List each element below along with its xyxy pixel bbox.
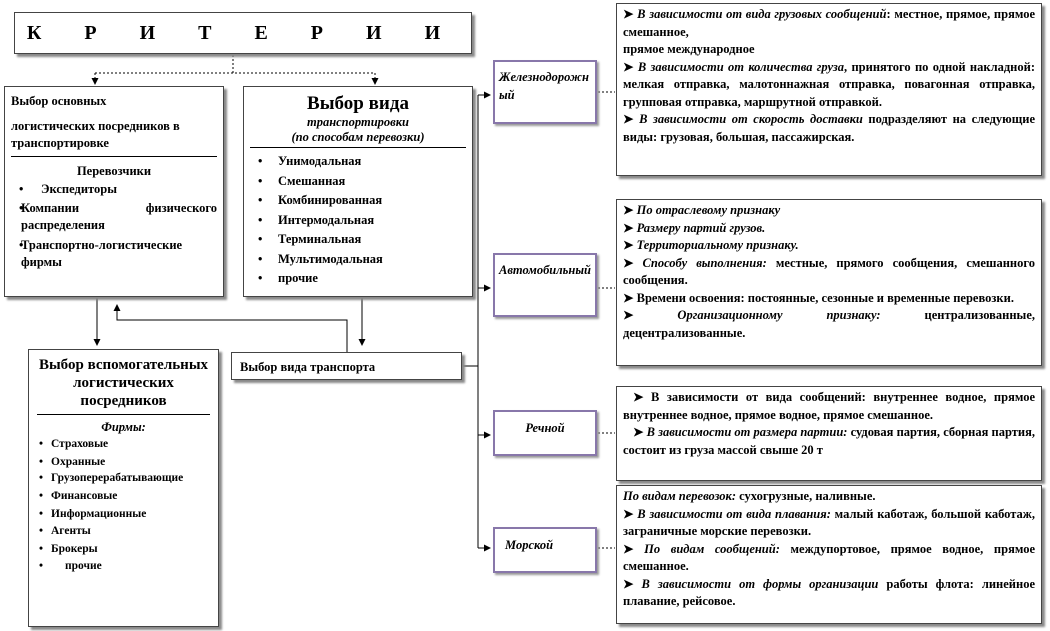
arrow-bullet-icon: ➤ <box>623 7 638 21</box>
arrow-bullet-icon: ➤ <box>623 203 637 217</box>
firms-subheading: Фирмы: <box>101 420 146 434</box>
mode-rail-label: Железнодорожный <box>499 70 589 102</box>
river-desc-p1: ➤ В зависимости от вида сообщений: внутреннее водное, прямое внутреннее водное, прямое водное, прямое смешанное. <box>623 390 1035 422</box>
mode-rail <box>493 60 597 124</box>
list-item: • Страховые <box>37 436 210 454</box>
arrow-bullet-icon: ➤ <box>623 59 638 74</box>
transport-type-heading: Выбор вида <box>307 93 409 114</box>
mode-sea-label: Морской <box>505 538 554 552</box>
main-intermediaries-heading-line1: Выбор основных <box>11 94 107 108</box>
carriers-subheading: Перевозчики <box>76 164 152 178</box>
list-item: • Экспедиторы <box>11 180 217 200</box>
list-item: • Информационные <box>37 506 210 524</box>
mode-auto-label: Автомобильный <box>499 263 591 277</box>
list-item: • Комбинированная <box>250 191 466 211</box>
list-item: • Терминальная <box>250 230 466 250</box>
auto-description-box <box>616 199 1042 366</box>
aux-intermediaries-box <box>28 349 219 627</box>
transport-type-box <box>243 86 473 297</box>
sea-desc-p1: По видам перевозок: сухогрузные, наливные. <box>623 489 876 503</box>
main-intermediaries-list <box>11 180 217 271</box>
arrow-to-main-from-choice <box>117 305 347 352</box>
arrow-bullet-icon: ➤ <box>633 390 652 404</box>
sea-desc-p2: ➤ В зависимости от вида плавания: малый каботаж, большой каботаж, заграничные морские перевозки. <box>623 506 1035 538</box>
auto-desc-p4: ➤ Способу выполнения: местные, прямого сообщения, смешанного сообщения. <box>623 255 1036 287</box>
transport-choice-box <box>231 352 462 380</box>
rail-desc-p3: ➤ В зависимости от скорость доставки подразделяют на следующие виды: грузовая, большая, пассажирская. <box>623 112 1035 144</box>
list-item: • Агенты <box>37 523 210 541</box>
mode-sea <box>493 527 597 573</box>
auto-desc-p5: ➤ Времени освоения: постоянные, сезонные и временные перевозки. <box>623 290 1014 305</box>
list-item: • прочие <box>37 558 210 576</box>
arrow-bullet-icon: ➤ <box>623 576 642 591</box>
mode-river <box>493 410 597 456</box>
mode-auto <box>493 253 597 317</box>
auto-desc-p3: ➤ Территориальному признаку. <box>623 238 799 252</box>
main-intermediaries-box <box>4 86 224 297</box>
list-item: • Компании физического распределения <box>11 200 217 234</box>
list-item: • Грузоперерабатывающие <box>37 471 210 488</box>
mode-river-label: Речной <box>525 421 565 435</box>
arrow-bullet-icon: ➤ <box>623 220 637 235</box>
list-item: • Финансовые <box>37 488 210 506</box>
auto-desc-p6: ➤ Организационному признаку: централизованные, децентрализованные. <box>623 308 1035 340</box>
arrow-bullet-icon: ➤ <box>623 290 637 305</box>
list-item: • Брокеры <box>37 541 210 559</box>
river-description-box <box>616 386 1042 481</box>
arrow-bullet-icon: ➤ <box>623 541 645 556</box>
sea-desc-p3: ➤ По видам сообщений: междупортовое, прямое водное, прямое смешанное. <box>623 541 1036 573</box>
river-desc-p2: ➤ В зависимости от размера партии: судовая партия, сборная партия, состоит из груза массой свыше 20 т <box>623 425 1035 457</box>
main-intermediaries-heading-line2: логистических посредников в транспортировке <box>11 119 180 150</box>
transport-type-list <box>250 152 466 289</box>
sea-desc-p4: ➤ В зависимости от формы организации работы флота: линейное плавание, рейсовое. <box>623 576 1035 608</box>
arrow-bullet-icon: ➤ <box>623 255 643 270</box>
sea-description-box <box>616 485 1042 624</box>
transport-type-subheading-line1: транспортировки <box>306 115 410 129</box>
auto-desc-p1: ➤ По отраслевому признаку <box>623 203 781 217</box>
arrow-bullet-icon: ➤ <box>623 112 640 126</box>
criteria-title: К Р И Т Е Р И И <box>26 21 460 44</box>
criteria-title-box <box>14 12 472 54</box>
arrow-bullet-icon: ➤ <box>623 506 638 521</box>
aux-intermediaries-heading: Выбор вспомогательных логистических посредников <box>38 357 209 409</box>
list-item: • Транспортно-логистические фирмы <box>11 237 217 271</box>
list-item: • Смешанная <box>250 172 466 192</box>
arrow-bullet-icon: ➤ <box>623 308 678 322</box>
auto-desc-p2: ➤ Размеру партий грузов. <box>623 220 766 235</box>
arrow-bullet-icon: ➤ <box>623 238 637 252</box>
aux-intermediaries-list <box>37 436 210 576</box>
rail-desc-p2: ➤ В зависимости от количества груза, принятого по одной накладной: мелкая отправка, малотоннажная отправка, повагонная отправка, групповая отправка, маршрутной отправкой. <box>623 59 1035 109</box>
transport-type-subheading-line2: (по способам перевозки) <box>291 130 425 144</box>
arrow-bullet-icon: ➤ <box>633 425 647 439</box>
list-item: • Интермодальная <box>250 211 466 231</box>
list-item: • Унимодальная <box>250 152 466 172</box>
list-item: • Охранные <box>37 454 210 472</box>
transport-choice-label: Выбор вида транспорта <box>240 360 376 374</box>
list-item: • прочие <box>250 269 466 289</box>
list-item: • Мультимодальная <box>250 250 466 270</box>
rail-description-box <box>616 3 1042 176</box>
rail-desc-p1: ➤ В зависимости от вида грузовых сообщений: местное, прямое, прямое смешанное, прямое международное <box>623 7 1035 56</box>
